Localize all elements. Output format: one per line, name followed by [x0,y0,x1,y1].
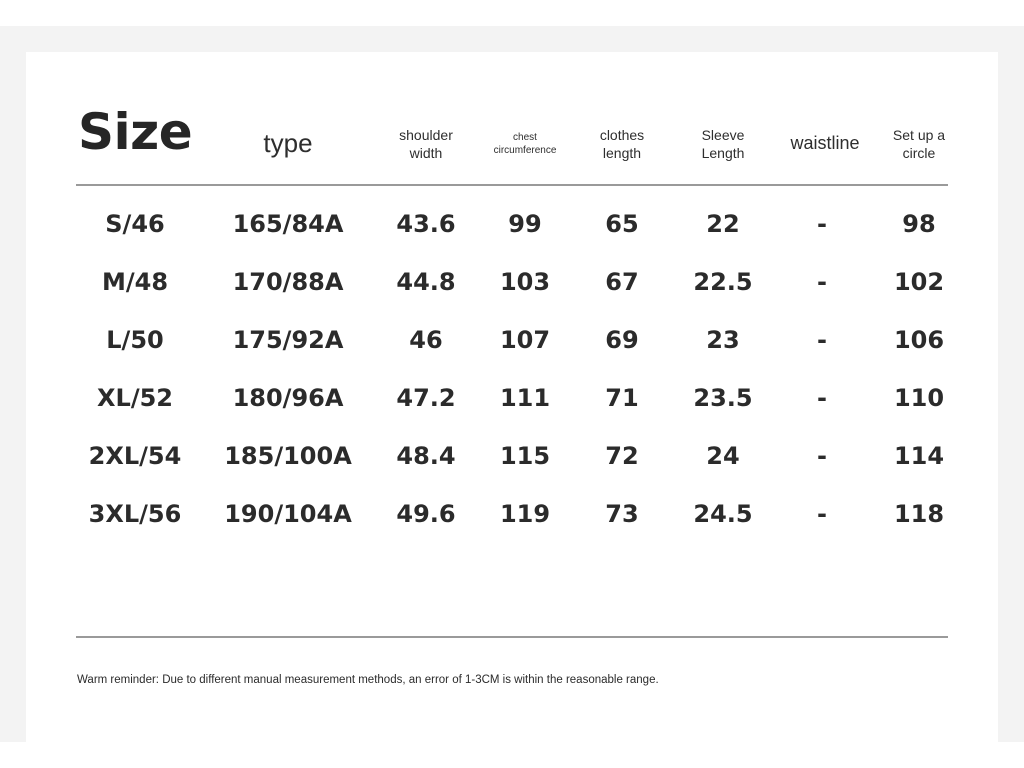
column-header-waist [790,116,859,172]
column-header-line: length [602,145,642,161]
column-header-type [263,116,312,172]
table-cell: 43.6 [396,210,456,238]
table-cell: 102 [893,268,945,296]
table-cell: 115 [499,442,551,470]
column-header-line: type [263,128,313,159]
size-title: Size [78,103,193,161]
size-label-cell: XL/52 [97,384,173,412]
column-header-sleeve [702,116,745,172]
table-cell: - [817,500,827,528]
column-header-line: clothes [599,126,645,143]
table-cell: 170/88A [232,268,344,296]
column-header-line: circumference [493,145,557,156]
table-cell: 165/84A [232,210,344,238]
table-row [0,378,1024,418]
table-cell: 24.5 [693,500,753,528]
table-cell: 107 [499,326,551,354]
table-cell: 67 [605,268,639,296]
size-label-cell: 3XL/56 [88,500,182,528]
table-cell: 114 [893,442,945,470]
table-cell: 23.5 [693,384,753,412]
column-header-line: Set up a [892,126,946,143]
table-cell: - [817,326,827,354]
table-cell: 23 [706,326,740,354]
table-cell: 106 [893,326,945,354]
table-row [0,262,1024,302]
table-cell: 111 [499,384,551,412]
column-header-line: Sleeve [701,126,745,143]
column-header-chest [494,116,557,172]
table-cell: 48.4 [396,442,456,470]
table-row [0,436,1024,476]
table-cell: 175/92A [232,326,344,354]
table-cell: 98 [902,210,936,238]
size-label-cell: L/50 [106,326,164,354]
table-cell: 103 [499,268,551,296]
table-cell: 69 [605,326,639,354]
size-label-cell: S/46 [105,210,165,238]
table-cell: - [817,442,827,470]
table-cell: 65 [605,210,639,238]
table-row [0,320,1024,360]
column-header-line: circle [902,145,936,161]
column-header-line: shoulder [399,126,453,143]
table-cell: 44.8 [396,268,456,296]
table-cell: 24 [706,442,740,470]
table-cell: 71 [605,384,639,412]
table-cell: 190/104A [224,500,352,528]
table-row [0,494,1024,534]
column-header-setup [893,116,945,172]
table-cell: 46 [409,326,443,354]
table-cell: 180/96A [232,384,344,412]
warm-reminder-note: Warm reminder: Due to different manual measurement methods, an error of 1-3CM is within the reasonable range. [77,674,659,686]
table-cell: 22.5 [693,268,753,296]
header-divider [76,184,948,186]
column-header-line: Length [701,145,745,161]
table-cell: - [817,210,827,238]
column-header-shoulder [399,116,453,172]
table-cell: 49.6 [396,500,456,528]
size-label-cell: M/48 [101,268,169,296]
column-header-line: waistline [790,133,860,154]
table-cell: 22 [706,210,740,238]
table-cell: 72 [605,442,639,470]
table-cell: 73 [605,500,639,528]
table-cell: 99 [508,210,542,238]
table-cell: 47.2 [396,384,456,412]
table-cell: 185/100A [224,442,352,470]
column-header-line: chest [513,132,537,143]
column-header-line: width [409,145,443,161]
footer-divider [76,636,948,638]
table-cell: - [817,268,827,296]
table-cell: 110 [893,384,945,412]
table-cell: 118 [893,500,945,528]
table-cell: - [817,384,827,412]
column-header-clothes [600,116,644,172]
table-row [0,204,1024,244]
table-cell: 119 [499,500,551,528]
size-label-cell: 2XL/54 [88,442,182,470]
